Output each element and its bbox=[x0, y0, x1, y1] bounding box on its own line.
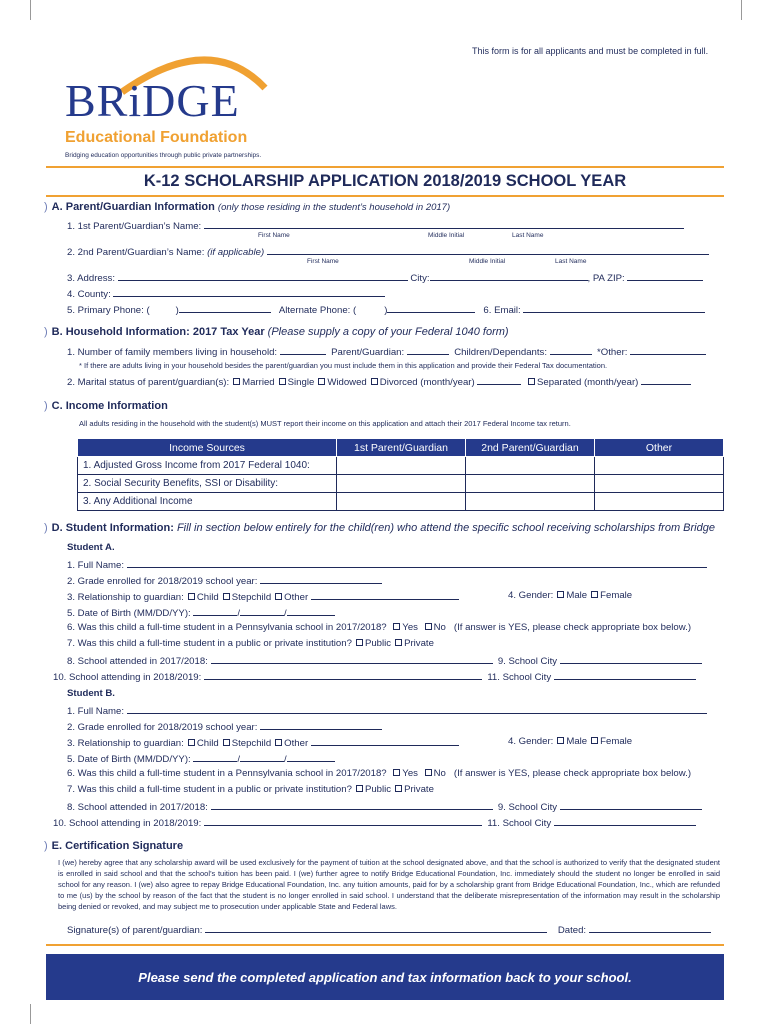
income-cell[interactable] bbox=[466, 493, 595, 511]
sub-first-2: First Name bbox=[307, 258, 339, 265]
city-field[interactable] bbox=[430, 271, 588, 281]
income-header-parent2: 2nd Parent/Guardian bbox=[466, 439, 595, 457]
parent-count-field[interactable] bbox=[407, 345, 449, 355]
household-total-field[interactable] bbox=[280, 345, 326, 355]
crop-mark-top-right bbox=[741, 0, 742, 20]
student-a-male-checkbox[interactable] bbox=[557, 591, 564, 598]
household-count-row: 1. Number of family members living in household: Parent/Guardian: Children/Dependants: *Other: bbox=[67, 345, 706, 358]
footer-divider bbox=[46, 944, 724, 946]
parent2-name-row: 2. 2nd Parent/Guardian’s Name: (if applicable) bbox=[67, 245, 709, 258]
student-a-pa-row: 6. Was this child a full-time student in a Pennsylvania school in 2017/2018? Yes No (If answer is YES, please check appropriate box below.) bbox=[67, 622, 692, 633]
parent1-name-field[interactable] bbox=[204, 219, 684, 229]
notice-text: This form is for all applicants and must be completed in full. bbox=[472, 46, 709, 56]
section-a-heading: ) A. Parent/Guardian Information (only those residing in the student’s household in 2017) bbox=[44, 201, 451, 213]
student-b-name-row: 1. Full Name: bbox=[67, 704, 707, 717]
student-b-city-2017-field[interactable] bbox=[560, 800, 702, 810]
student-a-other-checkbox[interactable] bbox=[275, 593, 282, 600]
income-cell[interactable] bbox=[337, 457, 466, 475]
section-c-heading: ) C. Income Information bbox=[44, 400, 168, 412]
phone-row: 5. Primary Phone: ( ) Alternate Phone: ( ) 6. Email: bbox=[67, 303, 705, 316]
student-a-name-row: 1. Full Name: bbox=[67, 558, 707, 571]
parent2-name-field[interactable] bbox=[267, 245, 709, 255]
zip-field[interactable] bbox=[627, 271, 703, 281]
student-b-grade-row: 2. Grade enrolled for 2018/2019 school year: bbox=[67, 720, 382, 733]
alt-phone-field[interactable] bbox=[387, 303, 475, 313]
student-a-dob-yy[interactable] bbox=[287, 606, 335, 616]
student-a-grade-row: 2. Grade enrolled for 2018/2019 school year: bbox=[67, 574, 382, 587]
student-b-female-checkbox[interactable] bbox=[591, 737, 598, 744]
student-b-label: Student B. bbox=[67, 688, 115, 699]
income-row-label: 1. Adjusted Gross Income from 2017 Federal 1040: bbox=[78, 457, 337, 475]
student-a-dob-row: 5. Date of Birth (MM/DD/YY): / / bbox=[67, 606, 335, 619]
primary-phone-field[interactable] bbox=[179, 303, 271, 313]
logo bbox=[60, 44, 275, 164]
sub-first-1: First Name bbox=[258, 232, 290, 239]
title-divider-top bbox=[46, 166, 724, 168]
student-a-city-2018-field[interactable] bbox=[554, 670, 696, 680]
student-a-no-checkbox[interactable] bbox=[425, 623, 432, 630]
other-count-field[interactable] bbox=[630, 345, 706, 355]
address-row: 3. Address: City: , PA ZIP: bbox=[67, 271, 703, 284]
table-row bbox=[78, 493, 724, 511]
children-count-field[interactable] bbox=[550, 345, 592, 355]
footer-text: Please send the completed application and tax information back to your school. bbox=[138, 969, 632, 985]
student-b-public-checkbox[interactable] bbox=[356, 785, 363, 792]
table-row bbox=[78, 457, 724, 475]
student-a-school-2018-field[interactable] bbox=[204, 670, 482, 680]
dated-field[interactable] bbox=[589, 923, 711, 933]
sub-middle-1: Middle Initial bbox=[428, 232, 465, 239]
income-cell[interactable] bbox=[337, 475, 466, 493]
student-b-dob-row: 5. Date of Birth (MM/DD/YY): / / bbox=[67, 752, 335, 765]
footer-banner bbox=[46, 954, 724, 1000]
crop-mark-bottom-left bbox=[30, 1004, 31, 1024]
marital-status-row: 2. Marital status of parent/guardian(s): Married Single Widowed Divorced (month/year) Separated (month/year) bbox=[67, 375, 691, 388]
logo-name: BRiDGE bbox=[65, 75, 240, 126]
table-row bbox=[78, 475, 724, 493]
income-cell[interactable] bbox=[466, 457, 595, 475]
student-b-dob-yy[interactable] bbox=[287, 752, 335, 762]
student-b-school-2017-row: 8. School attended in 2017/2018: 9. School City bbox=[67, 800, 702, 813]
student-a-gender-row: 4. Gender: Male Female bbox=[508, 590, 633, 601]
student-a-school-2017-row: 8. School attended in 2017/2018: 9. School City bbox=[67, 654, 702, 667]
income-header-parent1: 1st Parent/Guardian bbox=[337, 439, 466, 457]
county-row: 4. County: bbox=[67, 287, 385, 300]
title-divider-bottom bbox=[46, 195, 724, 197]
income-table bbox=[77, 438, 724, 511]
student-a-school-2017-field[interactable] bbox=[211, 654, 493, 664]
separated-date-field[interactable] bbox=[641, 375, 691, 385]
logo-tagline: Bridging education opportunities through public private partnerships. bbox=[65, 152, 262, 159]
divorced-checkbox[interactable] bbox=[371, 378, 378, 385]
logo-org: Educational Foundation bbox=[65, 129, 248, 146]
student-b-dob-mm[interactable] bbox=[193, 752, 237, 762]
student-b-name-field[interactable] bbox=[127, 704, 707, 714]
income-row-label: 3. Any Additional Income bbox=[78, 493, 337, 511]
page-title: K-12 SCHOLARSHIP APPLICATION 2018/2019 SCHOOL YEAR bbox=[143, 172, 627, 190]
student-b-stepchild-checkbox[interactable] bbox=[223, 739, 230, 746]
student-a-child-checkbox[interactable] bbox=[188, 593, 195, 600]
student-a-dob-mm[interactable] bbox=[193, 606, 237, 616]
student-a-school-2018-row: 10. School attending in 2018/2019: 11. School City bbox=[53, 670, 696, 683]
sub-last-1: Last Name bbox=[512, 232, 544, 239]
student-a-private-checkbox[interactable] bbox=[395, 639, 402, 646]
parent1-name-row: 1. 1st Parent/Guardian’s Name: bbox=[67, 219, 684, 232]
student-b-male-checkbox[interactable] bbox=[557, 737, 564, 744]
single-checkbox[interactable] bbox=[279, 378, 286, 385]
student-b-school-2018-field[interactable] bbox=[204, 816, 482, 826]
address-field[interactable] bbox=[118, 271, 408, 281]
student-a-city-2017-field[interactable] bbox=[560, 654, 702, 664]
student-a-public-checkbox[interactable] bbox=[356, 639, 363, 646]
student-b-other-checkbox[interactable] bbox=[275, 739, 282, 746]
student-a-name-field[interactable] bbox=[127, 558, 707, 568]
student-a-institution-row: 7. Was this child a full-time student in a public or private institution? Public Private bbox=[67, 638, 434, 649]
county-field[interactable] bbox=[113, 287, 385, 297]
student-b-private-checkbox[interactable] bbox=[395, 785, 402, 792]
student-b-pa-row: 6. Was this child a full-time student in a Pennsylvania school in 2017/2018? Yes No (If answer is YES, please check appropriate box below.) bbox=[67, 768, 692, 779]
signature-row: Signature(s) of parent/guardian: Dated: bbox=[67, 923, 711, 936]
separated-checkbox[interactable] bbox=[528, 378, 535, 385]
income-row-label: 2. Social Security Benefits, SSI or Disability: bbox=[78, 475, 337, 493]
student-b-relationship-row: 3. Relationship to guardian: Child Stepchild Other bbox=[67, 736, 459, 749]
student-b-institution-row: 7. Was this child a full-time student in a public or private institution? Public Private bbox=[67, 784, 434, 795]
student-b-child-checkbox[interactable] bbox=[188, 739, 195, 746]
student-b-dob-dd[interactable] bbox=[240, 752, 284, 762]
student-b-city-2018-field[interactable] bbox=[554, 816, 696, 826]
income-note: All adults residing in the household with the student(s) MUST report their income on this application and attach their 2017 Federal Income tax return. bbox=[79, 419, 571, 428]
income-cell[interactable] bbox=[337, 493, 466, 511]
section-e-heading: ) E. Certification Signature bbox=[44, 840, 184, 852]
income-cell[interactable] bbox=[595, 475, 724, 493]
student-a-female-checkbox[interactable] bbox=[591, 591, 598, 598]
student-b-no-checkbox[interactable] bbox=[425, 769, 432, 776]
sub-middle-2: Middle Initial bbox=[469, 258, 506, 265]
crop-mark-top-left bbox=[30, 0, 31, 20]
student-b-grade-field[interactable] bbox=[260, 720, 382, 730]
email-field[interactable] bbox=[523, 303, 705, 313]
income-header-other: Other bbox=[595, 439, 724, 457]
household-footnote: * If there are adults living in your household besides the parent/guardian you must include them in this application and provide their Federal Tax documentation. bbox=[79, 361, 608, 370]
section-b-heading: ) B. Household Information: 2017 Tax Year (Please supply a copy of your Federal 1040 form) bbox=[44, 326, 509, 338]
section-d-heading: ) D. Student Information: Fill in section below entirely for the child(ren) who attend the specific school receiving scholarships from Bridge bbox=[44, 522, 715, 534]
widowed-checkbox[interactable] bbox=[318, 378, 325, 385]
married-checkbox[interactable] bbox=[233, 378, 240, 385]
student-b-yes-checkbox[interactable] bbox=[393, 769, 400, 776]
student-b-school-2018-row: 10. School attending in 2018/2019: 11. School City bbox=[53, 816, 696, 829]
student-a-grade-field[interactable] bbox=[260, 574, 382, 584]
divorced-date-field[interactable] bbox=[477, 375, 521, 385]
sub-last-2: Last Name bbox=[555, 258, 587, 265]
student-a-relationship-row: 3. Relationship to guardian: Child Stepchild Other bbox=[67, 590, 459, 603]
student-a-other-field[interactable] bbox=[311, 590, 459, 600]
student-a-yes-checkbox[interactable] bbox=[393, 623, 400, 630]
student-b-other-field[interactable] bbox=[311, 736, 459, 746]
income-cell[interactable] bbox=[466, 475, 595, 493]
income-cell[interactable] bbox=[595, 493, 724, 511]
income-cell[interactable] bbox=[595, 457, 724, 475]
student-b-school-2017-field[interactable] bbox=[211, 800, 493, 810]
certification-text: I (we) hereby agree that any scholarship award will be used exclusively for the payment of tuition at the school designated above, and that the school is authorized to verify that the designated student is enrolled in said school and that the school’s tuition has been paid. I (we) further agree to notify Bridge Educational Foundation, Inc. immediately should the student no longer be enrolled in said school for any reason. I (we) also agree to repay Bridge Educational Foundation, Inc. any tuition amounts, paid for by a scholarship grant from Bridge Educational Foundation, Inc., which are refunded to me (us) by the school by reason of the fact that the student is no longer enrolled in said school. I understand that the deliberate misrepresentation of the information may result in the scholarship being denied or revoked, and may subject me to prosecution under applicable State and Federal laws. bbox=[58, 858, 720, 911]
signature-field[interactable] bbox=[205, 923, 547, 933]
income-header-sources: Income Sources bbox=[78, 439, 337, 457]
student-a-label: Student A. bbox=[67, 542, 115, 553]
student-a-stepchild-checkbox[interactable] bbox=[223, 593, 230, 600]
student-b-gender-row: 4. Gender: Male Female bbox=[508, 736, 633, 747]
student-a-dob-dd[interactable] bbox=[240, 606, 284, 616]
